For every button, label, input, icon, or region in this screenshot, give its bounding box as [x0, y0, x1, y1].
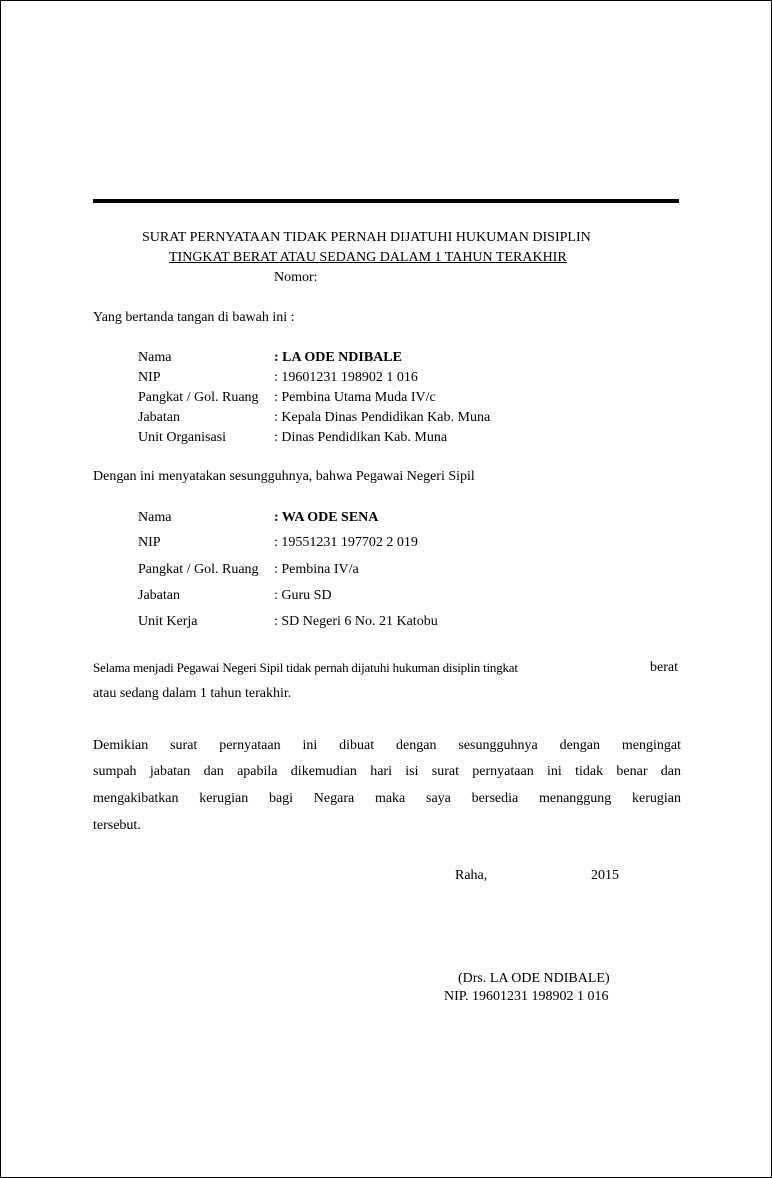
employee-name-value: : WA ODE SENA: [274, 510, 379, 525]
statement-line-1: Selama menjadi Pegawai Negeri Sipil tidak pernah dijatuhi hukuman disiplin tingkat: [93, 660, 518, 675]
intro-text: Yang bertanda tangan di bawah ini :: [93, 310, 295, 325]
document-number: Nomor:: [274, 270, 318, 285]
closing-line-4: tersebut.: [93, 818, 141, 833]
employee-position-label: Jabatan: [138, 588, 180, 603]
employee-unit-value: : SD Negeri 6 No. 21 Katobu: [274, 614, 438, 629]
document-subtitle: TINGKAT BERAT ATAU SEDANG DALAM 1 TAHUN TERAKHIR: [169, 250, 567, 265]
signer-rank-label: Pangkat / Gol. Ruang: [138, 390, 259, 405]
signature-name: (Drs. LA ODE NDIBALE): [458, 971, 610, 986]
signer-position-value: : Kepala Dinas Pendidikan Kab. Muna: [274, 410, 491, 425]
signer-unit-value: : Dinas Pendidikan Kab. Muna: [274, 430, 448, 445]
signer-nip-value: : 19601231 198902 1 016: [274, 370, 418, 385]
declaration-text: Dengan ini menyatakan sesungguhnya, bahwa Pegawai Negeri Sipil: [93, 469, 475, 484]
header-rule: [93, 199, 679, 203]
signing-year: 2015: [591, 868, 619, 883]
signer-name-value: : LA ODE NDIBALE: [274, 350, 402, 365]
employee-nip-value: : 19551231 197702 2 019: [274, 535, 418, 550]
closing-line-2: sumpah jabatan dan apabila dikemudian hari isi surat pernyataan ini tidak benar dan: [93, 764, 681, 779]
closing-line-1: Demikian surat pernyataan ini dibuat dengan sesungguhnya dengan mengingat: [93, 738, 681, 753]
signer-rank-value: : Pembina Utama Muda IV/c: [274, 390, 436, 405]
statement-line-2: atau sedang dalam 1 tahun terakhir.: [93, 686, 292, 701]
signature-nip: NIP. 19601231 198902 1 016: [444, 989, 609, 1004]
employee-nip-label: NIP: [138, 535, 161, 550]
signer-nip-label: NIP: [138, 370, 161, 385]
closing-line-3: mengakibatkan kerugian bagi Negara maka saya bersedia menanggung kerugian: [93, 791, 681, 806]
employee-rank-label: Pangkat / Gol. Ruang: [138, 562, 259, 577]
document-title: SURAT PERNYATAAN TIDAK PERNAH DIJATUHI HUKUMAN DISIPLIN: [142, 230, 591, 245]
signer-name-label: Nama: [138, 350, 172, 365]
employee-position-value: : Guru SD: [274, 588, 332, 603]
signing-place: Raha,: [455, 868, 488, 883]
employee-unit-label: Unit Kerja: [138, 614, 198, 629]
employee-name-label: Nama: [138, 510, 172, 525]
signer-unit-label: Unit Organisasi: [138, 430, 227, 445]
signer-position-label: Jabatan: [138, 410, 180, 425]
employee-rank-value: : Pembina IV/a: [274, 562, 359, 577]
statement-line-1-end: berat: [650, 660, 678, 675]
